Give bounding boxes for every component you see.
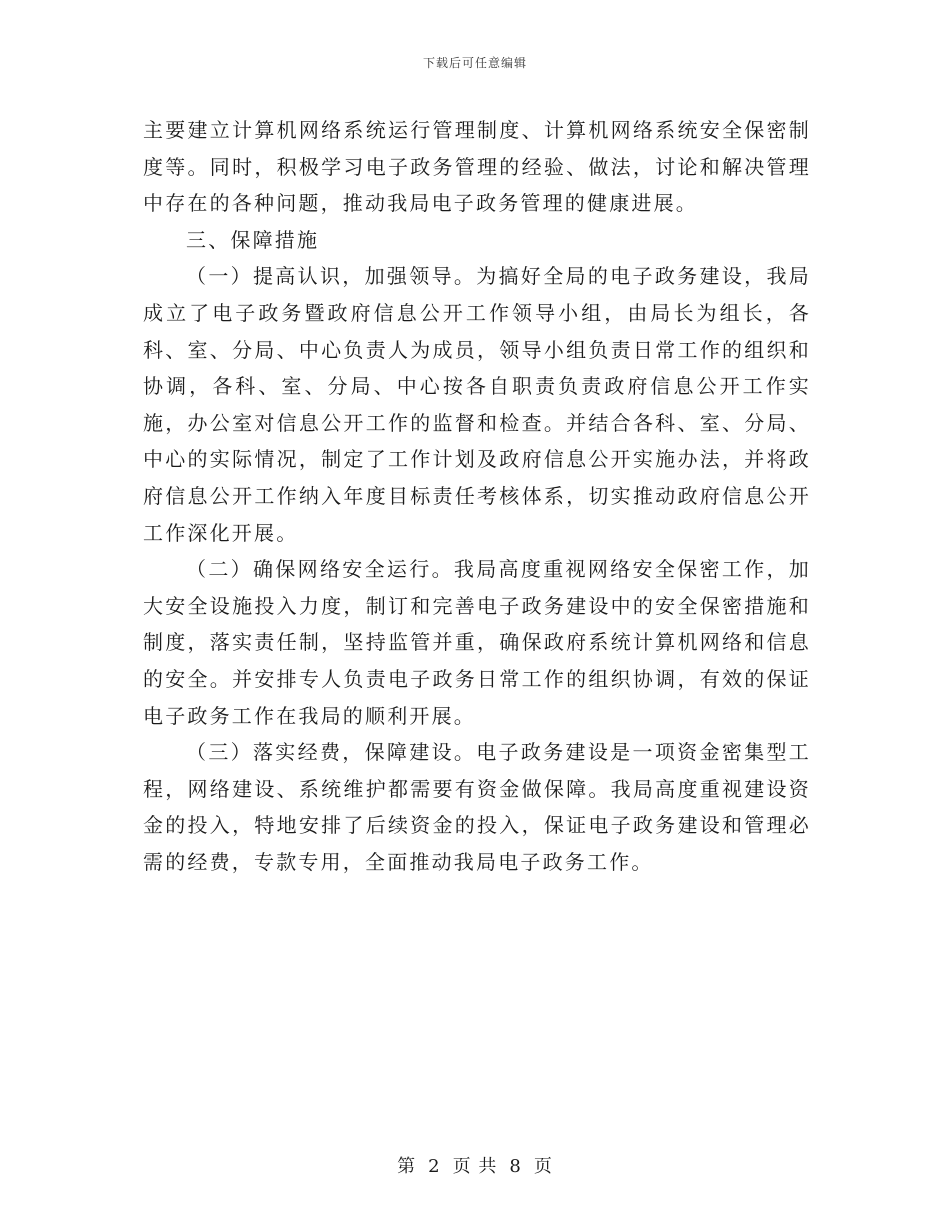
page-footer <box>0 1152 950 1178</box>
paragraph-measure-3: （三）落实经费，保障建设。电子政务建设是一项资金密集型工程，网络建设、系统维护都需要有资金做保障。我局高度重视建设资金的投入，特地安排了后续资金的投入，保证电子政务建设和管理必需的经费，专款专用，全面推动我局电子政务工作。 <box>143 740 811 874</box>
page-prefix: 第 <box>397 1156 417 1177</box>
paragraph-measure-2: （二）确保网络安全运行。我局高度重视网络安全保密工作，加大安全设施投入力度，制订和完善电子政务建设中的安全保密措施和制度，落实责任制，坚持监管并重，确保政府系统计算机网络和信息的安全。并安排专人负责电子政务日常工作的组织协调，有效的保证电子政务工作在我局的顺利开展。 <box>143 557 811 728</box>
page-mid: 页 共 <box>452 1156 498 1177</box>
page-suffix: 页 <box>533 1156 553 1177</box>
paragraph-continuation: 主要建立计算机网络系统运行管理制度、计算机网络系统安全保密制度等。同时，积极学习电子政务管理的经验、做法，讨论和解决管理中存在的各种问题，推动我局电子政务管理的健康进展。 <box>143 118 811 216</box>
document-body <box>143 112 811 880</box>
section-heading: 三、保障措施 <box>186 227 320 252</box>
total-pages-number: 8 <box>509 1156 522 1177</box>
current-page-number: 2 <box>428 1156 441 1177</box>
header-note: 下载后可任意编辑 <box>422 56 527 70</box>
paragraph-measure-1: （一）提高认识，加强领导。为搞好全局的电子政务建设，我局成立了电子政务暨政府信息公开工作领导小组，由局长为组长，各科、室、分局、中心负责人为成员，领导小组负责日常工作的组织和协调，各科、室、分局、中心按各自职责负责政府信息公开工作实施，办公室对信息公开工作的监督和检查。并结合各科、室、分局、中心的实际情况，制定了工作计划及政府信息公开实施办法，并将政府信息公开工作纳入年度目标责任考核体系，切实推动政府信息公开工作深化开展。 <box>143 264 811 545</box>
